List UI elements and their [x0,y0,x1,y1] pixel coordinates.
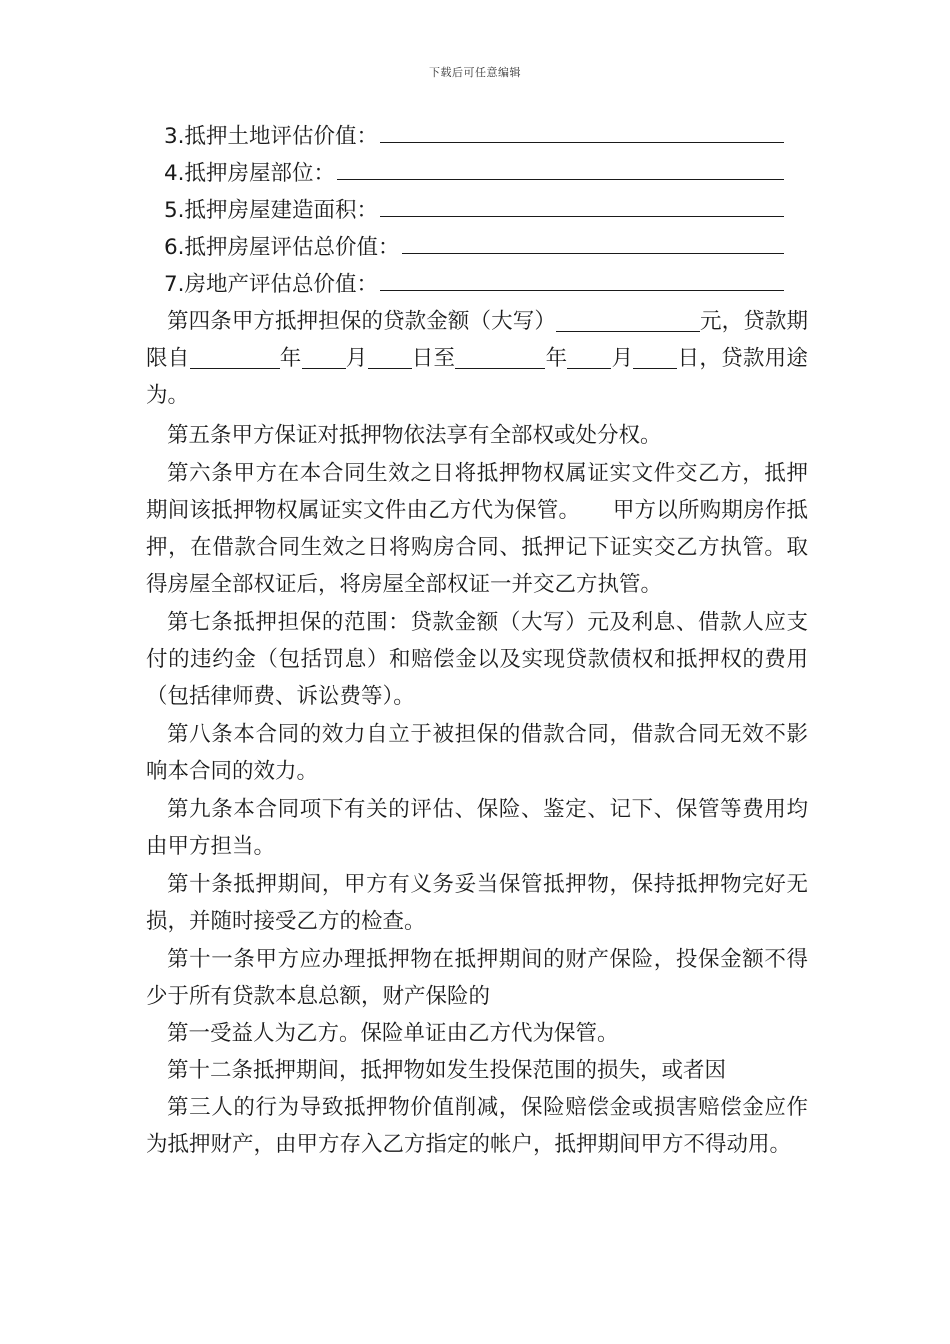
article-12: 第十二条抵押期间，抵押物如发生投保范围的损失，或者因 [167,1058,727,1083]
day-label: 日，贷款用途为。 [146,346,808,408]
start-year-blank[interactable] [190,346,280,369]
end-day-blank[interactable] [633,346,677,369]
article-8: 第八条本合同的效力自立于被担保的借款合同，借款合同无效不影响本合同的效力。 [146,722,808,784]
field-realestate-value [146,266,808,303]
amount-blank[interactable] [556,309,700,332]
field-house-value [146,229,808,266]
fill-in-blank[interactable] [337,157,784,180]
fill-in-blank[interactable] [380,194,784,217]
field-label: 6.抵押房屋评估总价值： [164,235,400,260]
fill-in-blank[interactable] [380,268,784,291]
month-label: 月 [611,346,634,371]
fill-in-blank[interactable] [380,120,784,143]
document-body [146,118,808,1163]
article-10: 第十条抵押期间，甲方有义务妥当保管抵押物，保持抵押物完好无损，并随时接受乙方的检查。 [146,872,808,934]
field-label: 3.抵押土地评估价值： [164,124,379,149]
article-4-text: 元，贷款期限自 [146,309,808,371]
article-12-continued: 第三人的行为导致抵押物价值削减，保险赔偿金或损害赔偿金应作为抵押财产，由甲方存入乙方指定的帐户，抵押期间甲方不得动用。 [146,1095,808,1157]
field-label: 5.抵押房屋建造面积： [164,198,379,223]
year-label: 年 [545,346,568,371]
field-house-area [146,192,808,229]
field-label: 4.抵押房屋部位： [164,161,336,186]
field-label: 7.房地产评估总价值： [164,272,379,297]
article-6: 第六条甲方在本合同生效之日将抵押物权属证实文件交乙方，抵押期间该抵押物权属证实文件由乙方代为保管。 甲方以所购期房作抵押，在借款合同生效之日将购房合同、抵押记下证实交乙方执管。取得房屋全部权证后，将房屋全部权证一并交乙方执管。 [146,461,808,597]
article-11-continued: 第一受益人为乙方。保险单证由乙方代为保管。 [167,1021,619,1046]
start-month-blank[interactable] [302,346,346,369]
field-land-value [146,118,808,155]
article-4 [146,303,808,414]
article-11: 第十一条甲方应办理抵押物在抵押期间的财产保险，投保金额不得少于所有贷款本息总额，财产保险的 [146,947,808,1009]
article-7: 第七条抵押担保的范围：贷款金额（大写）元及利息、借款人应支付的违约金（包括罚息）和赔偿金以及实现贷款债权和抵押权的费用（包括律师费、诉讼费等）。 [146,610,808,709]
fill-in-blank[interactable] [402,231,784,254]
month-label: 月 [345,346,368,371]
field-house-location [146,155,808,192]
end-month-blank[interactable] [567,346,611,369]
article-9: 第九条本合同项下有关的评估、保险、鉴定、记下、保管等费用均由甲方担当。 [146,797,808,859]
page-header: 下载后可任意编辑 [429,66,521,79]
start-day-blank[interactable] [368,346,412,369]
day-label: 日至 [411,346,456,371]
article-5: 第五条甲方保证对抵押物依法享有全部权或处分权。 [167,423,662,448]
article-4-text: 第四条甲方抵押担保的贷款金额（大写） [167,309,556,334]
end-year-blank[interactable] [455,346,545,369]
year-label: 年 [279,346,302,371]
